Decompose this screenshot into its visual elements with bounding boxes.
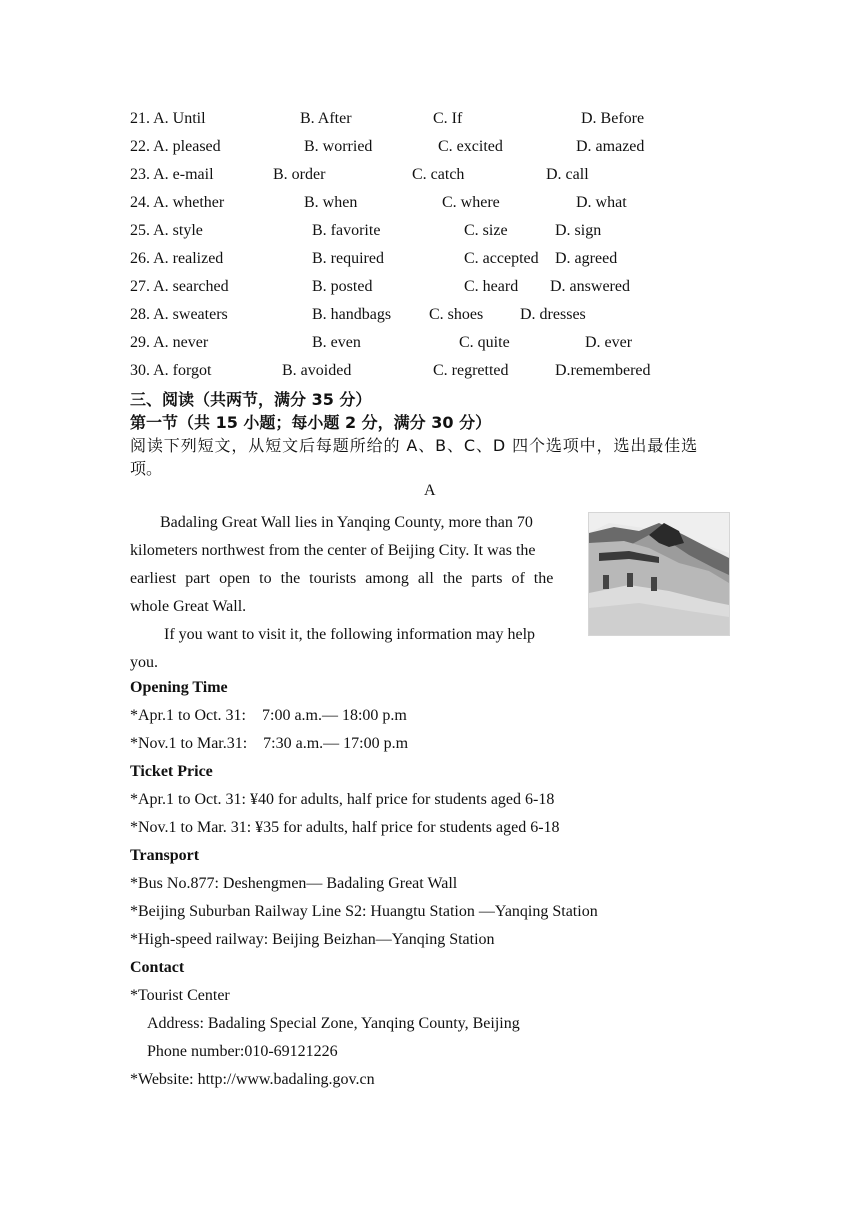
passage-line: earliest part open to the tourists among all the parts of the (130, 570, 554, 587)
contact-address: Address: Badaling Special Zone, Yanqing County, Beijing (147, 1015, 520, 1032)
passage-line: whole Great Wall. (130, 598, 247, 615)
option-c: C. catch (412, 166, 465, 183)
option-d: D. what (576, 194, 627, 211)
option-b: B. handbags (312, 306, 392, 323)
option-d: D. ever (585, 334, 633, 351)
option-a: 23. A. e-mail (130, 166, 214, 183)
contact-title: Contact (130, 959, 185, 976)
option-d: D. dresses (520, 306, 586, 323)
passage-line: If you want to visit it, the following information may help (164, 626, 536, 643)
instruction-line-2: 项。 (130, 459, 163, 478)
option-d: D. amazed (576, 138, 645, 155)
option-c: C. regretted (433, 362, 509, 379)
option-b: B. required (312, 250, 384, 267)
option-d: D.remembered (555, 362, 651, 379)
question-23-row (130, 166, 750, 194)
contact-phone: Phone number:010-69121226 (147, 1043, 338, 1060)
option-c: C. excited (438, 138, 503, 155)
great-wall-photo (588, 512, 730, 636)
option-b: B. After (300, 110, 352, 127)
option-a: 30. A. forgot (130, 362, 212, 379)
opening-time-line: *Nov.1 to Mar.31: 7:30 a.m.— 17:00 p.m (130, 735, 409, 752)
transport-line: *Beijing Suburban Railway Line S2: Huangtu Station —Yanqing Station (130, 903, 598, 920)
option-b: B. when (304, 194, 358, 211)
option-a: 24. A. whether (130, 194, 225, 211)
passage-letter: A (424, 482, 436, 499)
option-a: 22. A. pleased (130, 138, 221, 155)
option-c: C. quite (459, 334, 510, 351)
ticket-price-line: *Apr.1 to Oct. 31: ¥40 for adults, half price for students aged 6-18 (130, 791, 555, 808)
question-21-row (130, 110, 750, 138)
option-b: B. favorite (312, 222, 381, 239)
option-a: 28. A. sweaters (130, 306, 228, 323)
option-d: D. answered (550, 278, 630, 295)
option-a: 27. A. searched (130, 278, 229, 295)
option-c: C. accepted (464, 250, 539, 267)
question-28-row (130, 306, 750, 334)
question-24-row (130, 194, 750, 222)
option-c: C. where (442, 194, 500, 211)
question-30-row (130, 362, 750, 390)
option-c: C. size (464, 222, 508, 239)
transport-title: Transport (130, 847, 200, 864)
option-c: C. If (433, 110, 463, 127)
transport-line: *High-speed railway: Beijing Beizhan—Yanqing Station (130, 931, 495, 948)
contact-line: *Tourist Center (130, 987, 230, 1004)
part-heading: 第一节（共 15 小题；每小题 2 分，满分 30 分） (130, 413, 492, 432)
option-a: 21. A. Until (130, 110, 206, 127)
passage-line: you. (130, 654, 158, 671)
option-c: C. shoes (429, 306, 484, 323)
option-b: B. worried (304, 138, 373, 155)
option-d: D. sign (555, 222, 602, 239)
section-heading: 三、阅读（共两节，满分 35 分） (130, 390, 372, 409)
option-b: B. order (273, 166, 326, 183)
transport-line: *Bus No.877: Deshengmen— Badaling Great Wall (130, 875, 458, 892)
option-d: D. Before (581, 110, 645, 127)
question-22-row (130, 138, 750, 166)
opening-time-title: Opening Time (130, 679, 228, 696)
option-b: B. avoided (282, 362, 352, 379)
option-c: C. heard (464, 278, 519, 295)
opening-time-line: *Apr.1 to Oct. 31: 7:00 a.m.— 18:00 p.m (130, 707, 407, 724)
option-a: 26. A. realized (130, 250, 224, 267)
question-29-row (130, 334, 750, 362)
instruction-line-1: 阅读下列短文，从短文后每题所给的 A、B、C、D 四个选项中，选出最佳选 (130, 436, 698, 455)
ticket-price-title: Ticket Price (130, 763, 213, 780)
passage-line: Badaling Great Wall lies in Yanqing County, more than 70 (160, 514, 533, 531)
option-b: B. posted (312, 278, 373, 295)
question-25-row (130, 222, 750, 250)
question-26-row (130, 250, 750, 278)
option-d: D. call (546, 166, 589, 183)
passage-paragraph-1 (130, 509, 576, 677)
option-b: B. even (312, 334, 361, 351)
option-a: 29. A. never (130, 334, 209, 351)
option-d: D. agreed (555, 250, 618, 267)
contact-website: *Website: http://www.badaling.gov.cn (130, 1071, 375, 1088)
option-a: 25. A. style (130, 222, 203, 239)
passage-line: kilometers northwest from the center of Beijing City. It was the (130, 542, 536, 559)
ticket-price-line: *Nov.1 to Mar. 31: ¥35 for adults, half price for students aged 6-18 (130, 819, 560, 836)
question-27-row (130, 278, 750, 306)
